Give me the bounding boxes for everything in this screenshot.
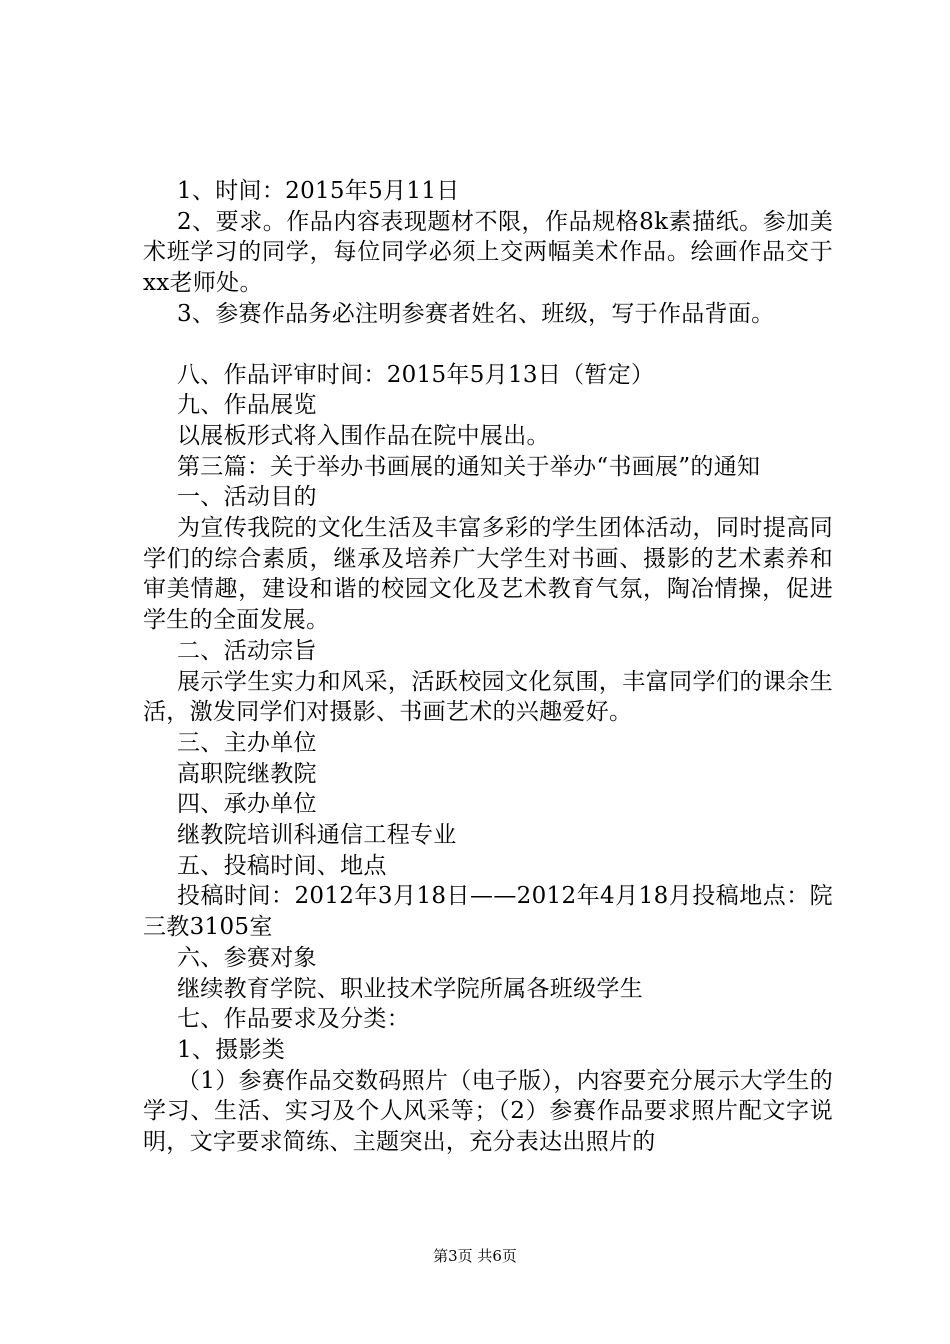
section-heading: 七、作品要求及分类： (177, 1006, 410, 1033)
section-heading: 八、作品评审时间：2015年5月13日（暂定） (177, 361, 655, 388)
paragraph: （1）参赛作品交数码照片（电子版），内容要充分展示大学生的学习、生活、实习及个人风采等；（2）参赛作品要求照片配文字说明，文字要求简练、主题突出，充分表达出照片的 (143, 1067, 833, 1156)
section-heading: 二、活动宗旨 (177, 637, 317, 664)
paragraph: 展示学生实力和风采，活跃校园文化氛围，丰富同学们的课余生活，激发同学们对摄影、书画艺术的兴趣爱好。 (143, 668, 833, 726)
section-heading: 四、承办单位 (177, 791, 317, 818)
paragraph: 为宣传我院的文化生活及丰富多彩的学生团体活动，同时提高同学们的综合素质，继承及培养广大学生对书画、摄影的艺术素养和审美情趣，建设和谐的校园文化及艺术教育气氛，陶冶情操，促进学生的全面发展。 (143, 515, 833, 634)
paragraph: 继续教育学院、职业技术学院所属各班级学生 (177, 975, 643, 1002)
paragraph: 投稿时间：2012年3月18日——2012年4月18月投稿地点：院三教3105室 (143, 883, 833, 941)
page-number-footer: 第3页 共6页 (433, 1247, 517, 1265)
paragraph: 以展板形式将入围作品在院中展出。 (177, 422, 550, 449)
document-body (143, 176, 833, 1158)
paragraph: 1、时间：2015年5月11日 (177, 178, 460, 204)
section-heading: 五、投稿时间、地点 (177, 852, 387, 879)
chapter-title: 第三篇：关于举办书画展的通知关于举办“书画展”的通知 (177, 453, 761, 480)
section-heading: 六、参赛对象 (177, 944, 317, 971)
section-heading: 三、主办单位 (177, 729, 317, 756)
paragraph: 高职院继教院 (177, 760, 317, 787)
section-heading: 一、活动目的 (177, 484, 317, 511)
section-heading: 九、作品展览 (177, 392, 317, 419)
paragraph: 2、要求。作品内容表现题材不限，作品规格8k素描纸。参加美术班学习的同学，每位同学必须上交两幅美术作品。绘画作品交于xx老师处。 (143, 208, 833, 297)
paragraph: 继教院培训科通信工程专业 (177, 822, 457, 849)
subsection-heading: 1、摄影类 (177, 1036, 286, 1063)
paragraph: 3、参赛作品务必注明参赛者姓名、班级，写于作品背面。 (177, 300, 775, 327)
